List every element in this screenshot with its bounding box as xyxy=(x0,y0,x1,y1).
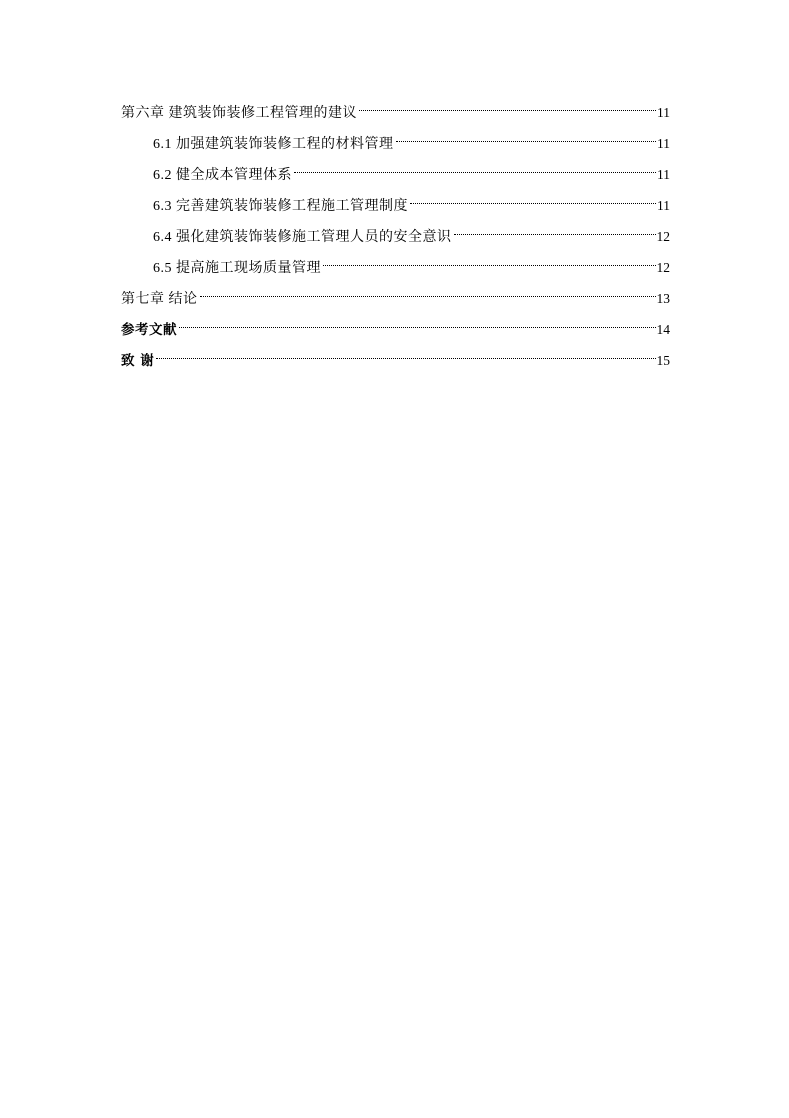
toc-entry-title: 6.5 提高施工现场质量管理 xyxy=(153,261,321,276)
toc-dot-leader xyxy=(323,250,656,272)
toc-entry-references[interactable] xyxy=(121,312,670,343)
toc-entry-acknowledgements[interactable] xyxy=(121,343,670,374)
toc-entry-title: 参考文献 xyxy=(121,322,177,338)
toc-entry-section-6-5[interactable] xyxy=(121,250,670,281)
toc-dot-leader xyxy=(454,219,656,241)
toc-entry-chapter-6[interactable] xyxy=(121,95,670,126)
toc-dot-leader xyxy=(396,126,657,148)
toc-entry-title: 第六章 建筑装饰装修工程管理的建议 xyxy=(121,106,357,121)
toc-entry-section-6-1[interactable] xyxy=(121,126,670,157)
toc-entry-page: 11 xyxy=(657,105,670,120)
toc-dot-leader xyxy=(410,188,656,210)
toc-entry-title: 6.3 完善建筑装饰装修工程施工管理制度 xyxy=(153,199,408,214)
toc-entry-page: 12 xyxy=(656,260,670,275)
toc-entry-section-6-2[interactable] xyxy=(121,157,670,188)
toc-entry-page: 11 xyxy=(657,167,670,182)
toc-entry-page: 13 xyxy=(656,291,670,306)
toc-entry-section-6-4[interactable] xyxy=(121,219,670,250)
toc-entry-title: 致 谢 xyxy=(121,353,155,369)
toc-entry-page: 14 xyxy=(656,322,670,337)
toc-entry-page: 12 xyxy=(656,229,670,244)
table-of-contents xyxy=(121,95,670,374)
toc-entry-title: 第七章 结论 xyxy=(121,292,198,307)
toc-entry-title: 6.1 加强建筑装饰装修工程的材料管理 xyxy=(153,137,394,152)
toc-entry-page: 11 xyxy=(657,136,670,151)
toc-dot-leader xyxy=(359,95,656,117)
toc-entry-section-6-3[interactable] xyxy=(121,188,670,219)
toc-entry-title: 6.4 强化建筑装饰装修施工管理人员的安全意识 xyxy=(153,230,452,245)
toc-entry-page: 11 xyxy=(657,198,670,213)
toc-dot-leader xyxy=(294,157,656,179)
toc-dot-leader xyxy=(156,343,655,365)
toc-entry-title: 6.2 健全成本管理体系 xyxy=(153,168,292,183)
toc-dot-leader xyxy=(200,281,656,303)
toc-entry-chapter-7[interactable] xyxy=(121,281,670,312)
toc-entry-page: 15 xyxy=(656,353,670,368)
toc-dot-leader xyxy=(179,312,656,334)
